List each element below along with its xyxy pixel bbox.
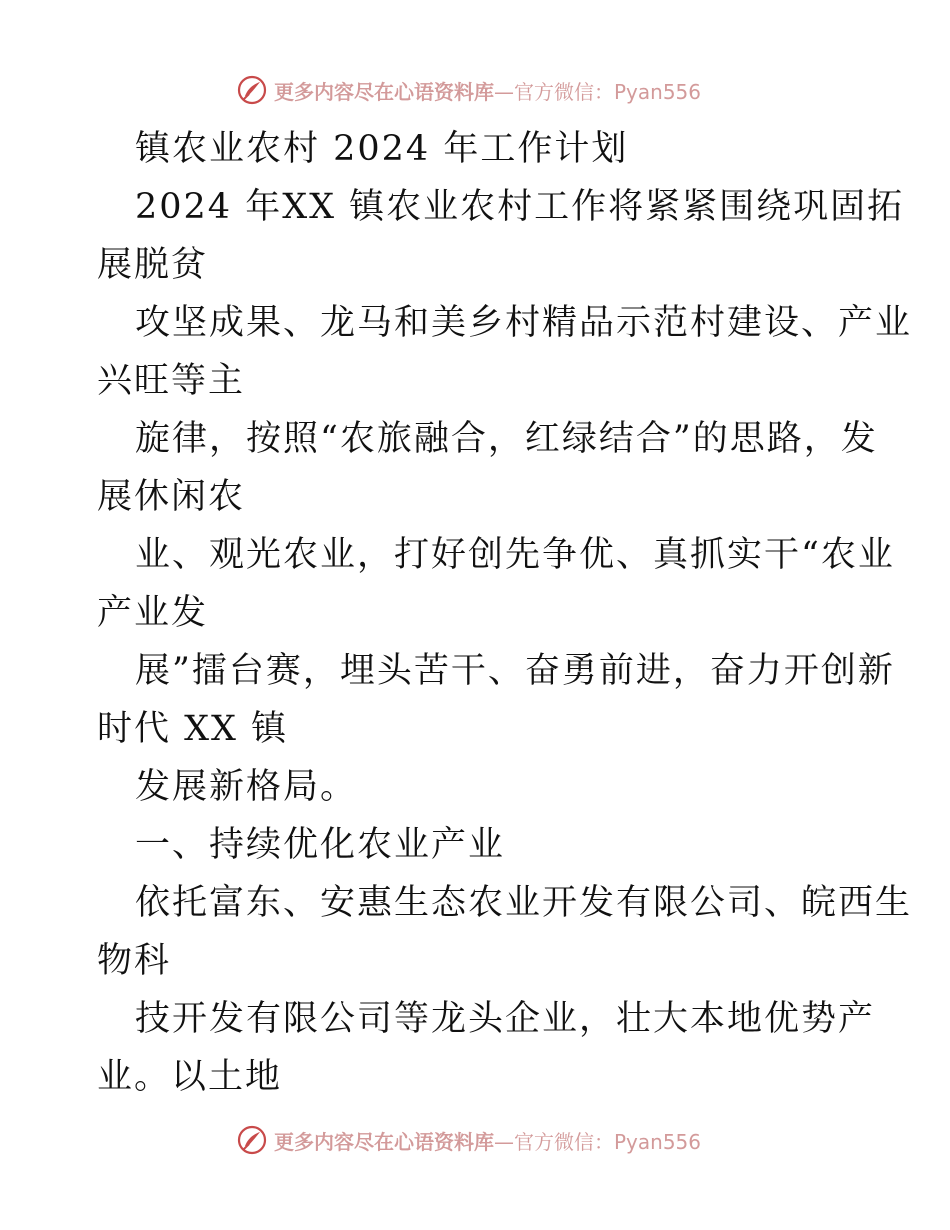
section-heading: 一、持续优化农业产业: [135, 825, 506, 865]
paragraph-line: 兴旺等主: [97, 361, 246, 401]
watermark-account-text: —官方微信：Pyan556: [494, 1129, 702, 1154]
paragraph-line: 依托富东、安惠生态农业开发有限公司、皖西生: [135, 883, 913, 923]
brand-logo-icon: [236, 1124, 268, 1156]
paragraph-line: 展”擂台赛，埋头苦干、奋勇前进，奋力开创新: [135, 651, 895, 691]
watermark-account-text: —官方微信：Pyan556: [494, 79, 702, 104]
watermark-promo-text: 更多内容尽在心语资料库: [274, 79, 494, 104]
header-watermark: [236, 72, 701, 108]
footer-watermark: [236, 1122, 701, 1158]
paragraph-line: 技开发有限公司等龙头企业，壮大本地优势产: [135, 999, 876, 1039]
paragraph-line: 时代 XX 镇: [97, 709, 289, 749]
paragraph-line: 业。以土地: [97, 1057, 283, 1097]
paragraph-line: 2024 年XX 镇农业农村工作将紧紧围绕巩固拓: [135, 187, 905, 227]
paragraph-line: 产业发: [97, 593, 209, 633]
document-body: [97, 120, 913, 1106]
paragraph-line: 发展新格局。: [135, 767, 358, 807]
paragraph-line: 攻坚成果、龙马和美乡村精品示范村建设、产业: [135, 303, 913, 343]
paragraph-line: 业、观光农业，打好创先争优、真抓实干“农业: [135, 535, 895, 575]
paragraph-line: 物科: [97, 941, 172, 981]
brand-logo-icon: [236, 74, 268, 106]
paragraph-line: 展休闲农: [97, 477, 246, 517]
paragraph-line: 旋律，按照“农旅融合，红绿结合”的思路，发: [135, 419, 878, 459]
paragraph-line: 展脱贫: [97, 245, 209, 285]
watermark-promo-text: 更多内容尽在心语资料库: [274, 1129, 494, 1154]
document-title: 镇农业农村 2024 年工作计划: [135, 129, 629, 169]
